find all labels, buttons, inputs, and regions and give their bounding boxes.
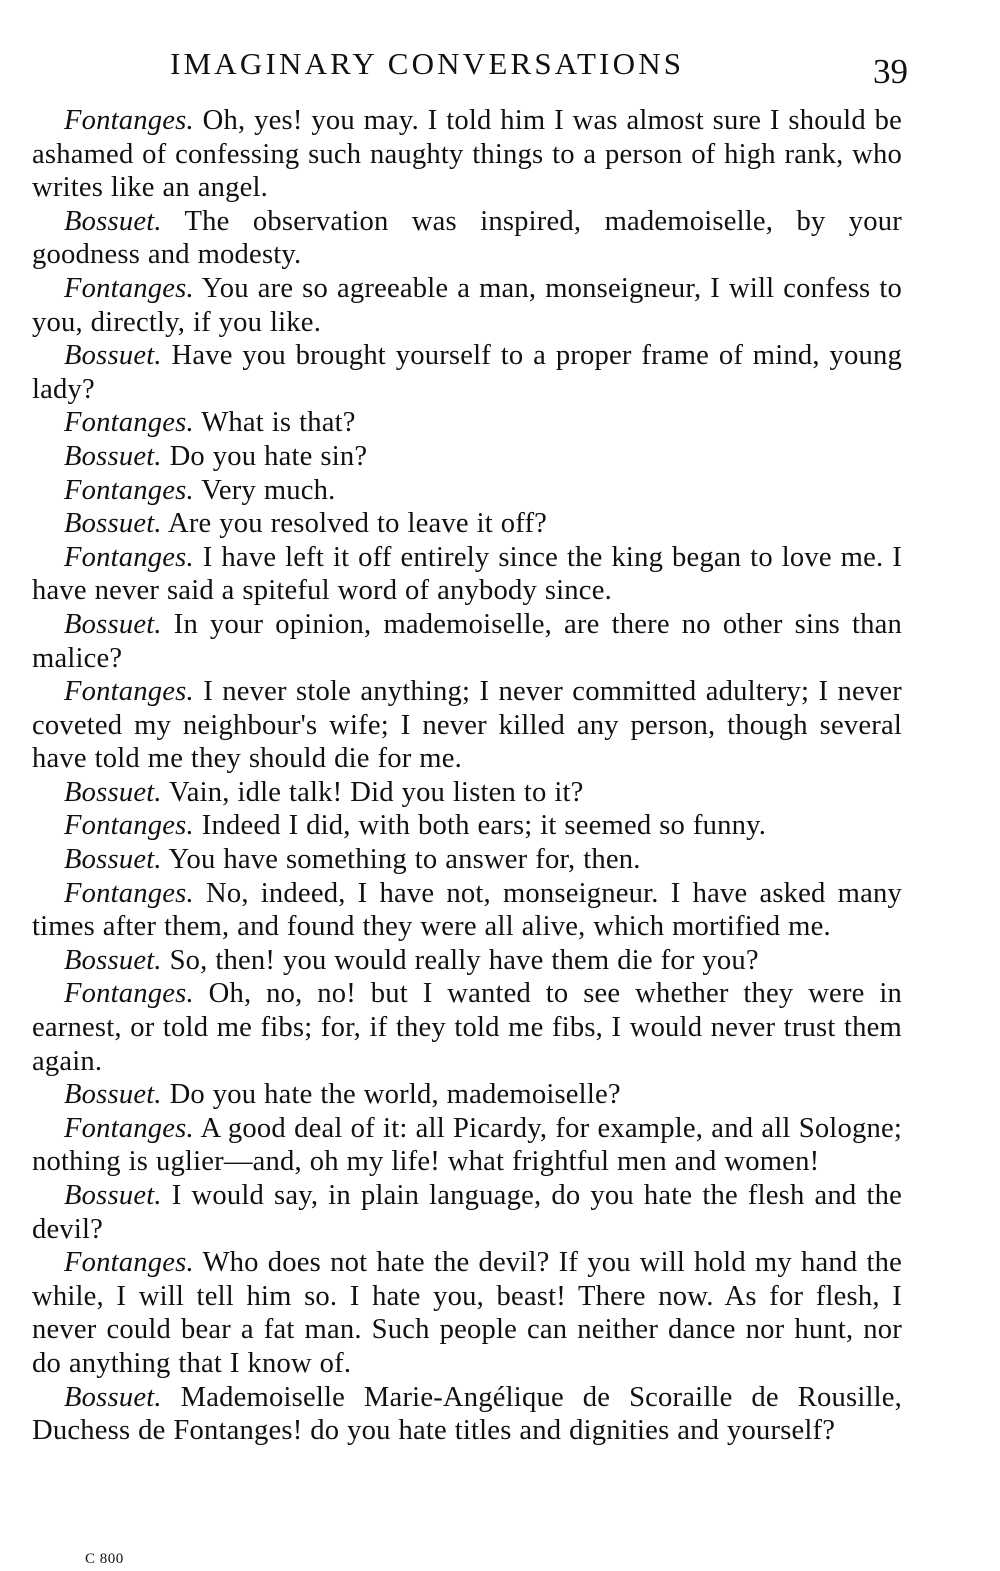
speech-text: Mademoiselle Marie-Angélique de Scoraille de Rousille, Duchess de Fontanges! do you hate titles and dignities and yourself? — [32, 1381, 902, 1447]
dialogue-paragraph — [32, 440, 902, 474]
speaker-name: Bossuet. — [64, 844, 162, 876]
speaker-name: Bossuet. — [64, 608, 162, 640]
dialogue-paragraph — [32, 406, 902, 440]
speech-text: Oh, no, no! but I wanted to see whether they were in earnest, or told me fibs; for, if they told me fibs, I would never trust them again. — [32, 978, 902, 1077]
dialogue-paragraph — [32, 474, 902, 508]
speech-text: Do you hate the world, mademoiselle? — [169, 1079, 621, 1111]
speaker-name: Fontanges. — [64, 105, 194, 136]
speech-text: I never stole anything; I never committed adultery; I never coveted my neighbour's wife; I never killed any person, though several have told me they should die for me. — [32, 676, 902, 775]
dialogue-paragraph — [32, 944, 902, 978]
speaker-name: Fontanges. — [64, 1247, 194, 1279]
speech-text: No, indeed, I have not, monseigneur. I have asked many times after them, and found they were all alive, which mortified me. — [32, 877, 902, 943]
speech-text: A good deal of it: all Picardy, for example, and all Sologne; nothing is uglier—and, oh my life! what frightful men and women! — [32, 1112, 902, 1178]
running-title: IMAGINARY CONVERSATIONS — [170, 46, 685, 81]
speaker-name: Bossuet. — [64, 1180, 162, 1211]
dialogue-paragraph — [32, 1381, 902, 1448]
speaker-name: Fontanges. — [64, 676, 194, 708]
speech-text: Are you resolved to leave it off? — [167, 508, 548, 540]
speech-text: Vain, idle talk! Did you listen to it? — [169, 776, 584, 808]
dialogue-paragraph — [32, 776, 902, 810]
printer-signature-mark: C 800 — [85, 1551, 124, 1567]
speech-text: Who does not hate the devil? If you will hold my hand the while, I will tell him so. I hate you, beast! There now. As for flesh, I never could bear a fat man. Such people can neither dance nor hunt, nor do anything that I know of. — [32, 1247, 902, 1379]
speaker-name: Fontanges. — [64, 541, 194, 573]
speaker-name: Bossuet. — [64, 340, 162, 372]
dialogue-paragraph — [32, 675, 902, 776]
speaker-name: Fontanges. — [64, 407, 194, 439]
dialogue-text — [32, 104, 902, 1448]
speech-text: I would say, in plain language, do you hate the flesh and the devil? — [32, 1180, 902, 1245]
dialogue-paragraph — [32, 608, 902, 675]
speech-text: The observation was inspired, mademoiselle, by your goodness and modesty. — [32, 205, 902, 271]
speech-text: Indeed I did, with both ears; it seemed so funny. — [201, 810, 767, 842]
dialogue-paragraph — [32, 339, 902, 406]
dialogue-paragraph — [32, 1179, 902, 1246]
dialogue-paragraph — [32, 1078, 902, 1112]
speech-text: Oh, yes! you may. I told him I was almost sure I should be ashamed of confessing such naughty things to a person of high rank, who writes like an angel. — [32, 105, 902, 204]
speech-text: What is that? — [201, 407, 356, 439]
speech-text: Do you hate sin? — [169, 440, 368, 472]
dialogue-paragraph — [32, 809, 902, 843]
speaker-name: Fontanges. — [64, 474, 194, 506]
dialogue-paragraph — [32, 843, 902, 877]
speech-text: You are so agreeable a man, monseigneur, I will confess to you, directly, if you like. — [32, 272, 902, 338]
speaker-name: Fontanges. — [64, 978, 194, 1010]
speech-text: Have you brought yourself to a proper frame of mind, young lady? — [32, 340, 902, 405]
speaker-name: Fontanges. — [64, 272, 194, 304]
dialogue-paragraph — [32, 272, 902, 339]
page-number: 39 — [873, 52, 908, 91]
speaker-name: Bossuet. — [64, 1381, 162, 1413]
speech-text: You have something to answer for, then. — [168, 844, 641, 876]
speaker-name: Bossuet. — [64, 1079, 162, 1111]
speaker-name: Fontanges. — [64, 877, 194, 909]
speaker-name: Bossuet. — [64, 508, 162, 540]
dialogue-paragraph — [32, 104, 902, 205]
dialogue-paragraph — [32, 205, 902, 272]
dialogue-paragraph — [32, 1246, 902, 1380]
speaker-name: Bossuet. — [64, 440, 162, 472]
speaker-name: Fontanges. — [64, 1112, 194, 1144]
speech-text: Very much. — [201, 474, 336, 506]
speaker-name: Bossuet. — [64, 944, 162, 976]
running-head — [170, 44, 908, 94]
speaker-name: Bossuet. — [64, 776, 162, 808]
dialogue-paragraph — [32, 877, 902, 944]
speech-text: In your opinion, mademoiselle, are there no other sins than malice? — [32, 608, 902, 674]
dialogue-paragraph — [32, 977, 902, 1078]
dialogue-paragraph — [32, 541, 902, 608]
speech-text: I have left it off entirely since the king began to love me. I have never said a spiteful word of anybody since. — [32, 541, 902, 607]
speaker-name: Bossuet. — [64, 205, 162, 237]
dialogue-paragraph — [32, 1112, 902, 1179]
dialogue-paragraph — [32, 507, 902, 541]
speaker-name: Fontanges. — [64, 810, 194, 842]
speech-text: So, then! you would really have them die for you? — [169, 944, 759, 976]
